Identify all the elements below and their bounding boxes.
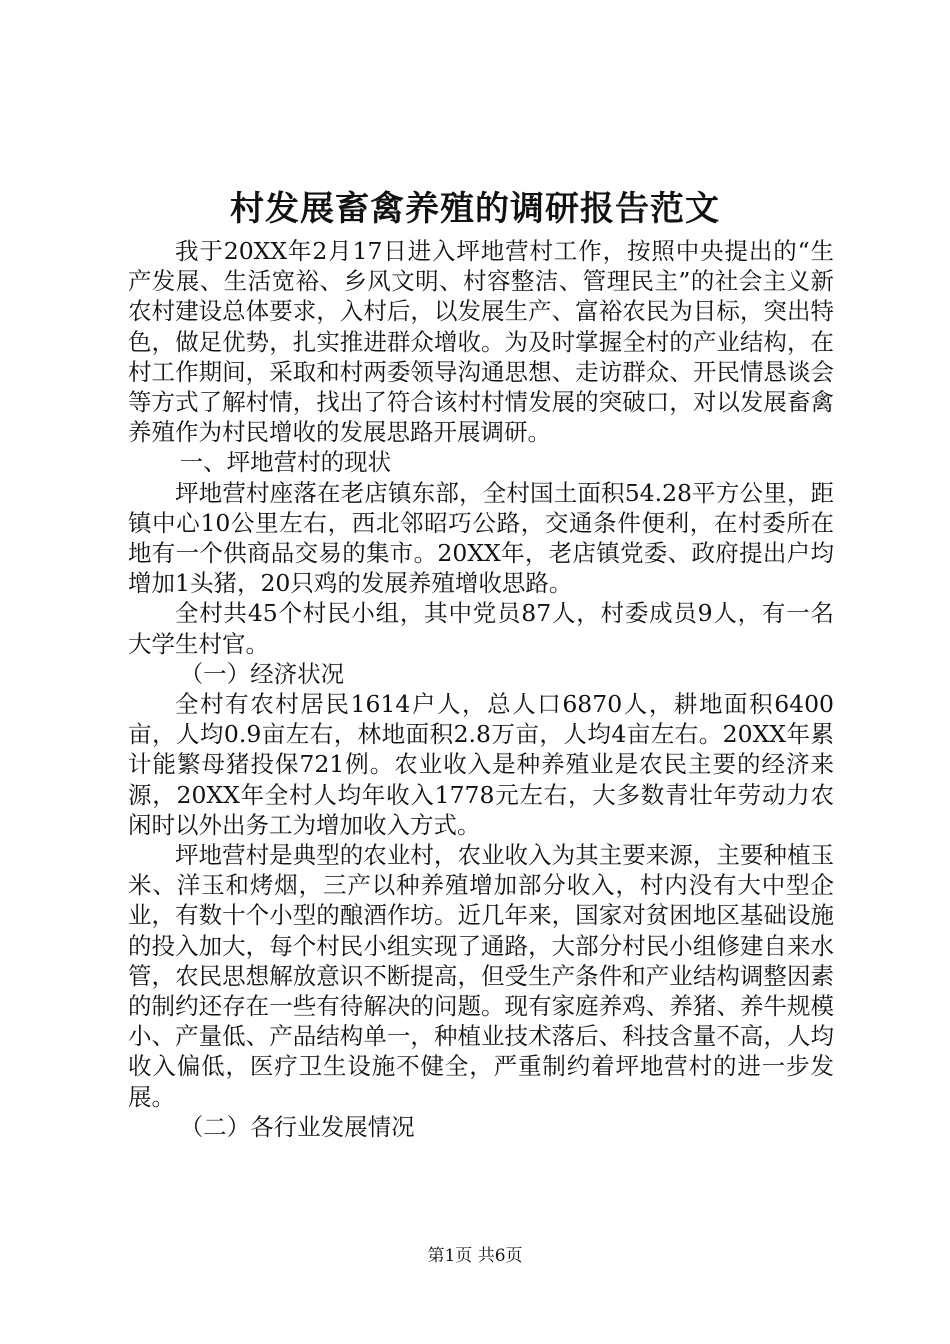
page-footer: 第1页 共6页 (427, 1246, 523, 1266)
section-heading-status: 一、坪地营村的现状 (179, 448, 392, 477)
subsection-heading-industries: （二）各行业发展情况 (179, 1112, 415, 1141)
location-paragraph: 坪地营村座落在老店镇东部，全村国土面积54.28平方公里，距镇中心10公里左右，西北邻昭巧公路，交通条件便利，在村委所在地有一个供商品交易的集市。20XX年，老店镇党委、政府提出户均增加1头猪，20只鸡的发展养殖增收思路。 (128, 478, 834, 598)
population-paragraph: 全村共45个村民小组，其中党员87人，村委成员9人，有一名大学生村官。 (128, 599, 834, 658)
subsection-heading-economy: （一）经济状况 (179, 659, 345, 688)
document-title: 村发展畜禽养殖的调研报告范文 (230, 189, 720, 229)
document-body (128, 236, 834, 1142)
intro-paragraph: 我于20XX年2月17日进入坪地营村工作，按照中央提出的“生产发展、生活宽裕、乡风文明、村容整洁、管理民主”的社会主义新农村建设总体要求，入村后，以发展生产、富裕农民为目标，突出特色，做足优势，扎实推进群众增收。为及时掌握全村的产业结构，在村工作期间，采取和村两委领导沟通思想、走访群众、开民情恳谈会等方式了解村情，找出了符合该村村情发展的突破口，对以发展畜禽养殖作为村民增收的发展思路开展调研。 (128, 237, 834, 447)
economy-paragraph: 全村有农村居民1614户人，总人口6870人，耕地面积6400亩，人均0.9亩左右，林地面积2.8万亩，人均4亩左右。20XX年累计能繁母猪投保721例。农业收入是种养殖业是农民主要的经济来源，20XX年全村人均年收入1778元左右，大多数青壮年劳动力农闲时以外出务工为增加收入方式。 (128, 690, 834, 839)
agriculture-paragraph: 坪地营村是典型的农业村，农业收入为其主要来源，主要种植玉米、洋玉和烤烟，三产以种养殖增加部分收入，村内没有大中型企业，有数十个小型的酿酒作坊。近几年来，国家对贫困地区基础设施的投入加大，每个村民小组实现了通路，大部分村民小组修建自来水管，农民思想解放意识不断提高，但受生产条件和产业结构调整因素的制约还存在一些有待解决的问题。现有家庭养鸡、养猪、养牛规模小、产量低、产品结构单一，种植业技术落后、科技含量不高，人均收入偏低，医疗卫生设施不健全，严重制约着坪地营村的进一步发展。 (128, 841, 834, 1111)
